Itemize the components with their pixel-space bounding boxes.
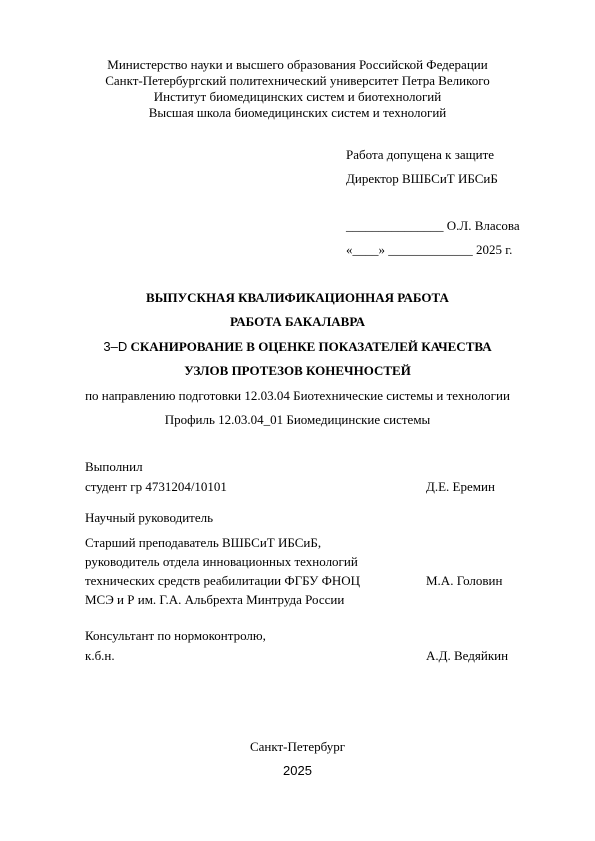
director-signature-line: _______________ О.Л. Власова <box>346 218 520 233</box>
consultant-degree: к.б.н. <box>85 648 115 663</box>
author-name: Д.Е. Еремин <box>426 479 495 494</box>
consultant-name: А.Д. Ведяйкин <box>426 648 509 663</box>
supervisor-name: М.А. Головин <box>426 573 503 588</box>
study-direction: по направлению подготовки 12.03.04 Биотехнические системы и технологии <box>85 388 510 403</box>
supervisor-position-line-4: МСЭ и Р им. Г.А. Альбрехта Минтруда России <box>85 592 345 607</box>
director-title: Директор ВШБСиТ ИБСиБ <box>346 171 498 186</box>
approval-date-line: «____» _____________ 2025 г. <box>346 242 513 257</box>
admitted-to-defense: Работа допущена к защите <box>346 147 495 162</box>
ministry-name: Министерство науки и высшего образования Российской Федерации <box>107 57 488 72</box>
thesis-title-line-1-text: СКАНИРОВАНИЕ В ОЦЕНКЕ ПОКАЗАТЕЛЕЙ КАЧЕСТВА <box>127 339 492 354</box>
footer-city: Санкт-Петербург <box>249 739 346 754</box>
thesis-title-line-1 <box>0 339 595 355</box>
thesis-title-line-2: УЗЛОВ ПРОТЕЗОВ КОНЕЧНОСТЕЙ <box>184 363 411 378</box>
supervisor-label: Научный руководитель <box>85 510 214 525</box>
author-label: Выполнил <box>85 459 143 474</box>
consultant-label: Консультант по нормоконтролю, <box>85 628 266 643</box>
supervisor-position-line-1: Старший преподаватель ВШБСиТ ИБСиБ, <box>85 535 322 550</box>
school-name: Высшая школа биомедицинских систем и технологий <box>148 105 447 120</box>
study-profile: Профиль 12.03.04_01 Биомедицинские системы <box>164 412 431 427</box>
university-name: Санкт-Петербургский политехнический университет Петра Великого <box>105 73 490 88</box>
footer-year: 2025 <box>283 763 312 778</box>
supervisor-position-line-2: руководитель отдела инновационных технологий <box>85 554 358 569</box>
supervisor-position-line-3: технических средств реабилитации ФГБУ ФНОЦ <box>85 573 361 588</box>
work-type-title: ВЫПУСКНАЯ КВАЛИФИКАЦИОННАЯ РАБОТА <box>146 290 449 305</box>
author-group: студент гр 4731204/10101 <box>85 479 227 494</box>
work-subtype-title: РАБОТА БАКАЛАВРА <box>230 314 365 329</box>
thesis-title-prefix: 3–D <box>103 339 128 354</box>
institute-name: Институт биомедицинских систем и биотехнологий <box>153 89 442 104</box>
